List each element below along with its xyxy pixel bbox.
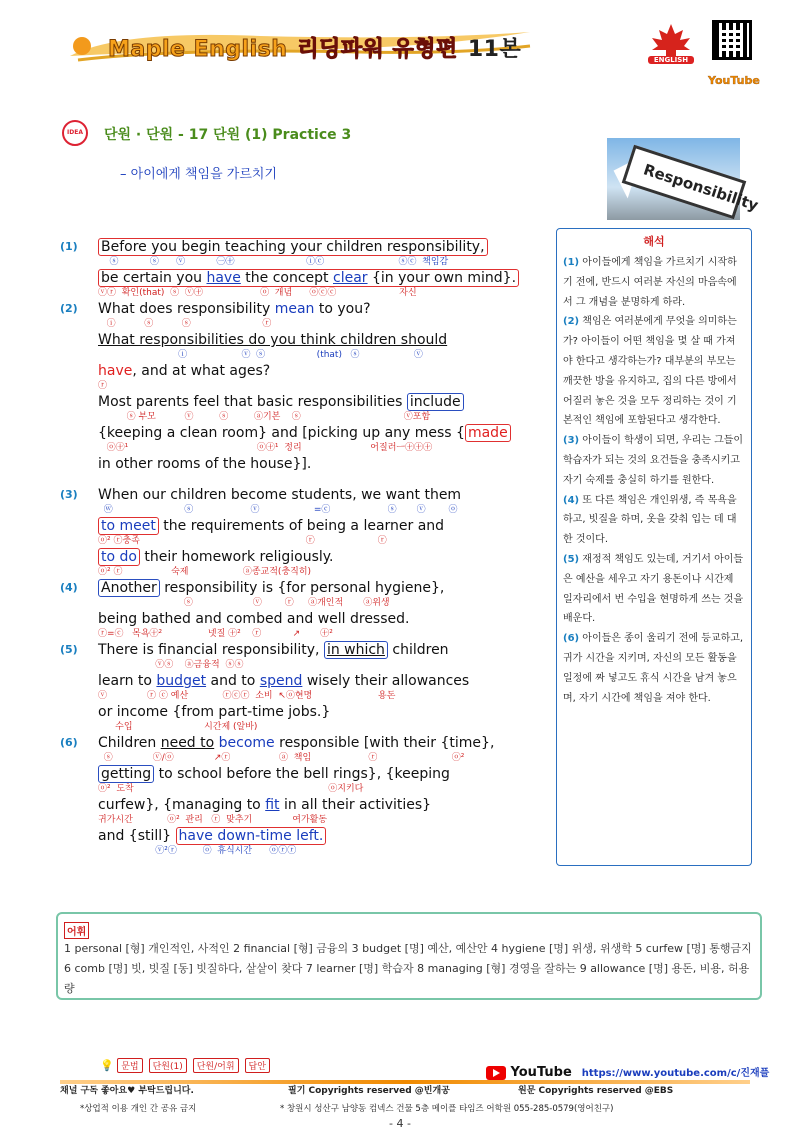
vocabulary-box xyxy=(56,912,762,1000)
section-title: 단원 · 단원 - 17 단원 (1) Practice 3 xyxy=(104,127,352,143)
translation-1: (1) 아이들에게 책임을 가르치기 시작하기 전에, 반드시 여러분 자신의 마음속에서 그 개념을 분명하게 하라. xyxy=(563,257,737,308)
annotation-line: ⓞ㊉¹ ⓞ㊉¹ 정리 어질러ㅡ㊉㊉㊉ xyxy=(98,443,433,453)
translation-5: (5) 재정적 책임도 있는데, 거기서 아이들은 예산을 세우고 자기 용돈이나 시간제 일자리에서 번 수입을 현명하게 쓰는 것을 배운다. xyxy=(563,553,744,625)
annotation-line: ⓞ² 도착 ⓞ지키다 xyxy=(98,784,364,794)
responsibility-sign-image xyxy=(607,138,761,220)
sentence-5c: or income {from part-time jobs.} xyxy=(98,704,331,720)
paragraph-1 xyxy=(60,238,550,300)
translation-2: (2) 책임은 여러분에게 무엇을 의미하는가? 아이들이 어떤 책임을 몇 살 때 가져야 한다고 생각하는가? 대부분의 부모는 깨끗한 방을 유지하고, 집의 다른 방에서 어질러 놓은 것을 모두 정리하는 것이 기본적인 책임에 포함된다고 생각한다. xyxy=(563,316,737,427)
annotation-line: 귀가시간 ⓞ² 관리 ⓡ 맞추기 여가활동 xyxy=(98,815,328,825)
english-passage xyxy=(60,238,550,858)
translation-box xyxy=(556,228,752,866)
footer-notes-copyright: 필기 Copyrights reserved @빈개공 xyxy=(288,1086,450,1096)
paragraph-marker: (2) xyxy=(60,302,78,315)
youtube-url-link[interactable]: https://www.youtube.com/c/진재플 xyxy=(581,1068,770,1079)
footer-address-text: * 창원시 성산구 남양동 컴넥스 건물 5층 메이플 타임즈 어학원 055-285-0579(영어친구) xyxy=(280,1104,614,1114)
annotation-line: ⓥⓢ ⓐ금융적 ⓢⓢ xyxy=(98,660,244,670)
paragraph-marker: (5) xyxy=(60,643,78,656)
paragraph-marker: (3) xyxy=(60,488,78,501)
annotation-line: ⓥ ⓡ ⓒ 예산 ⓡⓒⓡ 소비 ↖ⓞ현명 용돈 xyxy=(98,691,396,701)
annotation-line: 수입 시간제 (알바) xyxy=(98,722,258,732)
paragraph-marker: (1) xyxy=(60,240,78,253)
footer-chip[interactable]: 답안 xyxy=(245,1058,270,1073)
sentence-2b: What responsibilities do you think children should xyxy=(98,332,448,348)
footer-subscribe-text: 채널 구독 좋아요♥ 부탁드립니다. xyxy=(60,1086,194,1096)
translation-6: (6) 아이들은 종이 울리기 전에 등교하고, 귀가 시간을 지키며, 자신의 모든 활동을 일정에 짜 넣고도 휴식 시간을 남겨 놓으며, 자기 시간에 책임을 져야 한다. xyxy=(563,633,744,704)
paragraph-marker: (4) xyxy=(60,581,78,594)
footer-chip[interactable]: 단원/어휘 xyxy=(193,1058,239,1073)
paragraph-5: (5) There is financial responsibility, in which children ⓥⓢ ⓐ금융적 ⓢⓢ learn to budget and to spend wisely their allowances ⓥ ⓡ ⓒ 예산 ⓡⓒⓡ 소비 ↖ⓞ현명 용돈 or income {from part-time jobs.} 수입 시간제 (알바) xyxy=(60,641,550,734)
paragraph-2: (2) What does responsibility mean to you? ⓘ ⓢ ⓢ ⓡ What responsibilities do you think children should ⓘ ⓥ ⓢ (that) ⓢ ⓥ have, and at what ages? ⓡ Most parents feel that basic responsibilities include ⓢ 부모 ⓥ ⓢ ⓐ기본 ⓢ ⓥ포함 {keeping a clean room} and [picking up any mess { made ⓞ㊉¹ ⓞ㊉¹ 정리 어질러ㅡ㊉㊉㊉ in other rooms of the house}]. xyxy=(60,300,550,486)
translation-4: (4) 또 다른 책임은 개인위생, 즉 목욕을 하고, 빗질을 하며, 옷을 갖춰 입는 데 대한 것이다. xyxy=(563,494,737,546)
header-title xyxy=(108,32,521,63)
annotation-line: ⓦ ⓢ ⓥ =ⓒ ⓢ ⓥ ⓞ xyxy=(98,505,458,515)
footer-source-copyright: 원문 Copyrights reserved @EBS xyxy=(518,1086,674,1096)
paragraph-marker: (6) xyxy=(60,736,78,749)
annotation-line: ⓥⓡ 확인(that) ⓢ ⓥ㊉ ⓞ 개념 ⓞⓒⓒ 자신 xyxy=(98,288,417,298)
footer-chip[interactable]: 문법 xyxy=(117,1058,142,1073)
qr-code-icon[interactable] xyxy=(712,20,752,60)
annotation-line: ⓢ 부모 ⓥ ⓢ ⓐ기본 ⓢ ⓥ포함 xyxy=(98,412,431,422)
youtube-wordmark: YouTube xyxy=(510,1065,572,1080)
annotation-line: ⓢ ⓥ/ⓞ ↗ⓡ ⓐ 책임 ⓡ ⓞ² xyxy=(98,753,465,763)
translation-3: (3) 아이들이 학생이 되면, 우리는 그들이 학습자가 되는 것의 요건들을 충족시키고 자기 숙제를 충실히 하기를 원한다. xyxy=(563,435,744,486)
annotation-line: ⓘ ⓢ ⓢ ⓡ xyxy=(98,319,272,329)
sentence-1a: Before you begin teaching your children responsibility, xyxy=(98,238,488,256)
youtube-bar[interactable] xyxy=(486,1064,769,1080)
translation-heading: 해석 xyxy=(643,235,665,248)
paragraph-4: (4) Another responsibility is {for personal hygiene}, ⓢ ⓥ ⓡ ⓐ개인적 ⓐ위생 being bathed and combed and well dressed. ⓡ=ⓒ 목욕㊉² 넷질 ㊉² ⓡ ↗ ㊉² xyxy=(60,579,550,641)
header-title-volume: 11본 xyxy=(467,37,522,62)
footer-chips xyxy=(100,1058,276,1073)
sentence-4b: being bathed and combed and well dressed. xyxy=(98,611,410,627)
annotation-line: ⓡ=ⓒ 목욕㊉² 넷질 ㊉² ⓡ ↗ ㊉² xyxy=(98,629,333,639)
footer-chip[interactable]: 단원(1) xyxy=(149,1058,187,1073)
annotation-line: ⓞ² ⓡ 숙제 ⓐ종교적(충직히) xyxy=(98,567,312,577)
header-title-series: 리딩파워 유형편 xyxy=(297,37,458,62)
annotation-line: ⓘ ⓥ ⓢ (that) ⓢ ⓥ xyxy=(98,350,423,360)
annotation-line: ⓞ² ⓡ충족 ⓡ ⓡ xyxy=(98,536,387,546)
idea-bulb-icon: IDEA xyxy=(62,120,88,146)
paragraph-3: (3) When our children become students, we want them ⓦ ⓢ ⓥ =ⓒ ⓢ ⓥ ⓞ to meet the requirements of being a learner and ⓞ² ⓡ충족 ⓡ ⓡ to do their homework religiously. ⓞ² ⓡ 숙제 ⓐ종교적(충직히) xyxy=(60,486,550,579)
annotation-line: ⓢ ⓢ ⓥ ㊀㊉ ⓘⓒ ⓢⓒ 책임감 xyxy=(98,257,449,267)
page-number: - 4 - xyxy=(389,1117,411,1130)
annotation-line: ⓡ xyxy=(98,381,108,391)
sentence-1b: be certain you have the concept clear {in your own mind}. xyxy=(98,269,519,287)
youtube-play-icon[interactable] xyxy=(486,1066,506,1080)
annotation-line: ⓢ ⓥ ⓡ ⓐ개인적 ⓐ위생 xyxy=(98,598,390,608)
lightbulb-icon: 💡 xyxy=(100,1059,114,1072)
sign-text: Responsibility xyxy=(622,145,747,220)
youtube-label[interactable]: YouTube xyxy=(708,74,760,87)
annotation-line: ⓥ²ⓡ ⓞ 휴식시간 ⓞⓡⓡ xyxy=(98,846,297,856)
footer-no-commercial-text: *상업적 이용 개인 간 공유 금지 xyxy=(80,1104,197,1114)
header-title-brand: Maple English xyxy=(108,37,288,62)
vocabulary-heading: 어휘 xyxy=(64,922,89,939)
sentence-2f: in other rooms of the house}]. xyxy=(98,456,312,472)
vocabulary-list: 1 personal [형] 개인적인, 사적인 2 financial [형] 금융의 3 budget [명] 예산, 예산안 4 hygiene [명] 위생, 위생학 5 curfew [명] 통행금지 6 comb [명] 빗, 빗질 [동] 빗질하다, 샅샅이 찾다 7 learner [명] 학습자 8 managing [형] 경영을 잘하는 9 allowance [명] 용돈, 비용, 허용량 xyxy=(64,942,752,995)
logo-caption: ENGLISH xyxy=(648,56,694,64)
paragraph-6: (6) Children need to become responsible [with their {time}, ⓢ ⓥ/ⓞ ↗ⓡ ⓐ 책임 ⓡ ⓞ² getting to school before the bell rings}, {keeping ⓞ² 도착 ⓞ지키다 curfew}, {managing to fit in all their activities} 귀가시간 ⓞ² 관리 ⓡ 맞추기 여가활동 and {still} have down-time left. ⓥ²ⓡ ⓞ 휴식시간 ⓞⓡⓡ xyxy=(60,734,550,858)
section-subtitle: – 아이에게 책임을 가르치기 xyxy=(120,167,278,182)
